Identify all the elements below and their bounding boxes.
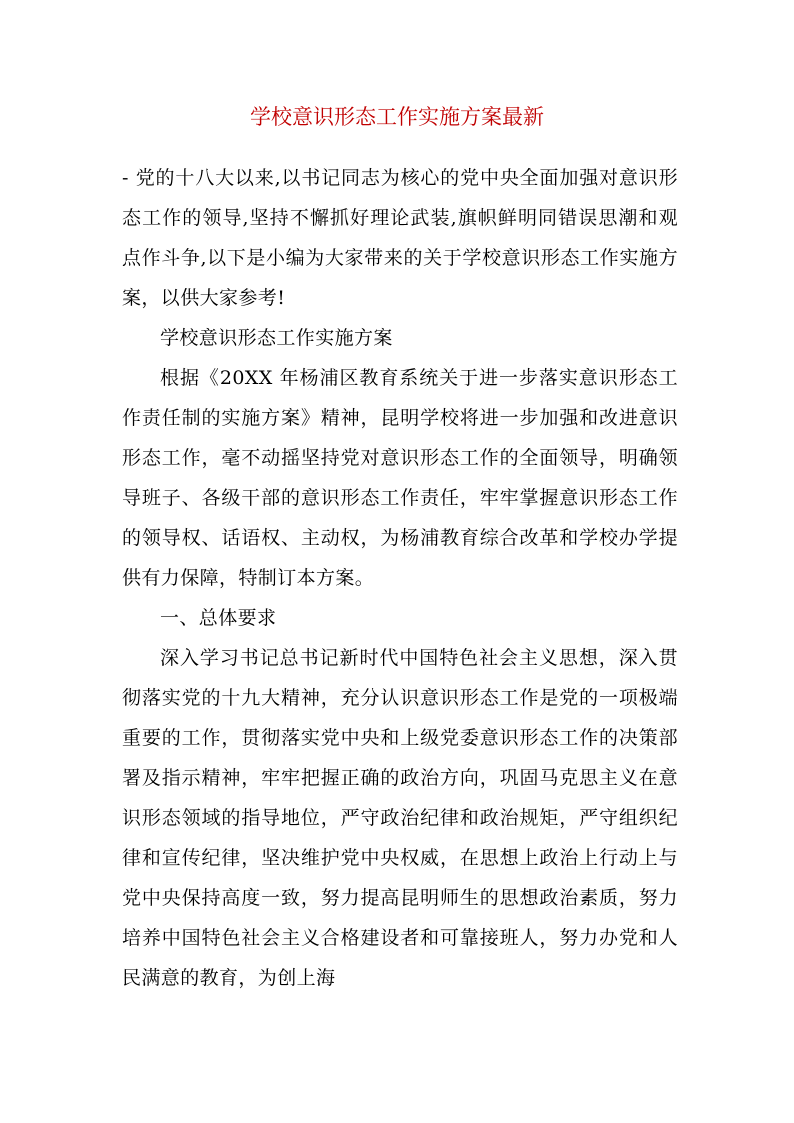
body-paragraph: 根据《20XX 年杨浦区教育系统关于进一步落实意识形态工作责任制的实施方案》精神，昆明学校将进一步加强和改进意识形态工作，毫不动摇坚持党对意识形态工作的全面领导，明确领导班子、各级干部的意识形态工作责任，牢牢掌握意识形态工作的领导权、话语权、主动权，为杨浦教育综合改革和学校办学提供有力保障，特制订本方案。 bbox=[122, 367, 678, 589]
document-body bbox=[122, 158, 678, 998]
body-paragraph: 深入学习书记总书记新时代中国特色社会主义思想，深入贯彻落实党的十九大精神，充分认识意识形态工作是党的一项极端重要的工作，贯彻落实党中央和上级党委意识形态工作的决策部署及指示精神，牢牢把握正确的政治方向，巩固马克思主义在意识形态领域的指导地位，严守政治纪律和政治规矩，严守组织纪律和宣传纪律，坚决维护党中央权威，在思想上政治上行动上与党中央保持高度一致，努力提高昆明师生的思想政治素质，努力培养中国特色社会主义合格建设者和可靠接班人，努力办党和人民满意的教育，为创上海 bbox=[122, 647, 678, 989]
section-heading: 学校意识形态工作实施方案 bbox=[160, 327, 393, 349]
intro-paragraph: - 党的十八大以来,以书记同志为核心的党中央全面加强对意识形态工作的领导,坚持不懈抓好理论武装,旗帜鲜明同错误思潮和观点作斗争,以下是小编为大家带来的关于学校意识形态工作实施方案，以供大家参考! bbox=[122, 167, 678, 309]
section-heading: 一、总体要求 bbox=[160, 607, 277, 629]
document-title: 学校意识形态工作实施方案最新 bbox=[250, 105, 544, 129]
